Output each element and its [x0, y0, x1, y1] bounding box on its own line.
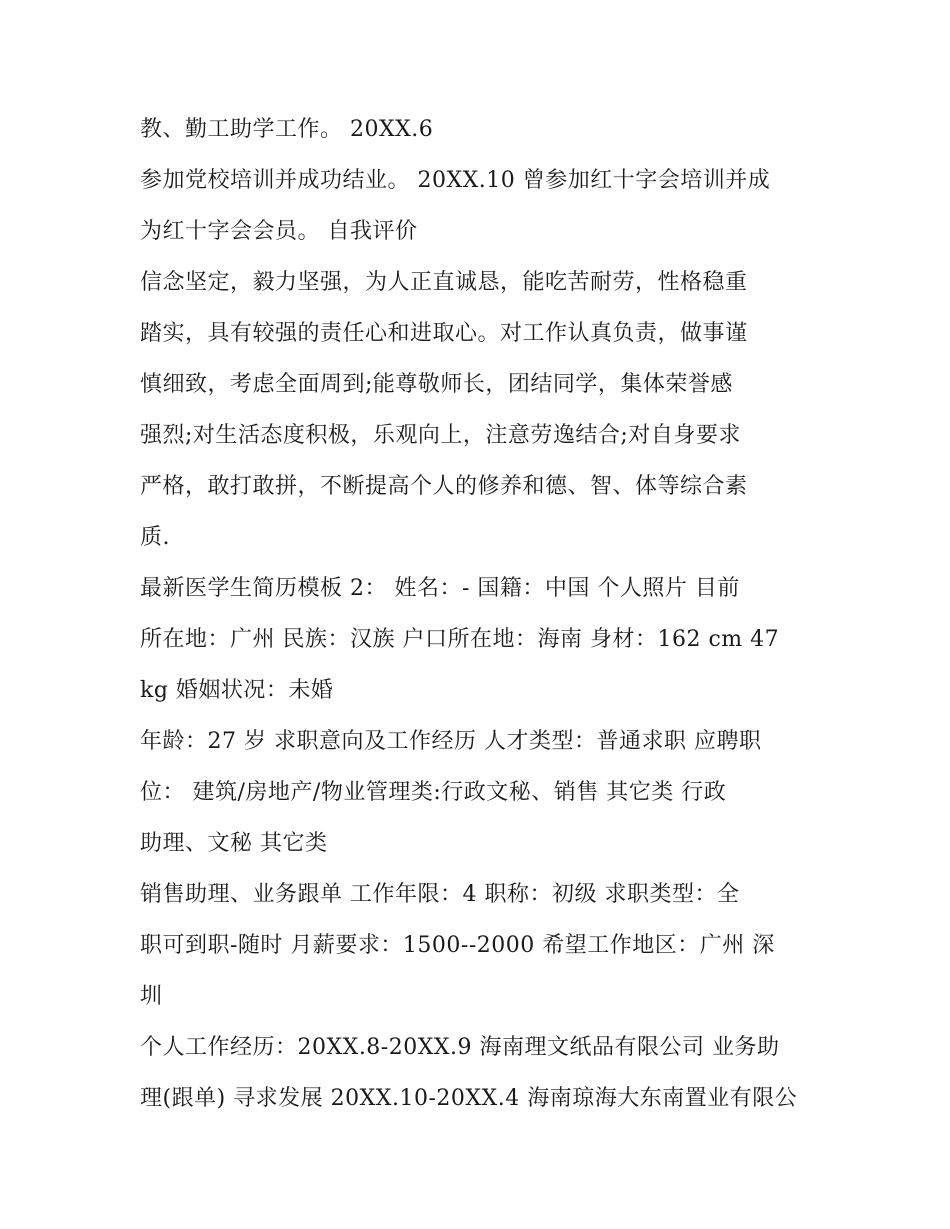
text-line: 慎细致，考虑全面周到;能尊敬师长，团结同学，集体荣誉感: [140, 372, 733, 397]
text-line: kg 婚姻状况：未婚: [140, 678, 334, 703]
text-line: 助理、文秘 其它类: [140, 831, 328, 856]
text-line: 质.: [140, 525, 170, 550]
text-line: 职可到职-随时 月薪要求：1500--2000 希望工作地区：广州 深: [140, 933, 775, 958]
text-line: 参加党校培训并成功结业。 20XX.10 曾参加红十字会培训并成: [140, 168, 771, 193]
text-line: 圳: [140, 984, 163, 1009]
text-line: 为红十字会会员。 自我评价: [140, 219, 418, 244]
text-line: 位： 建筑/房地产/物业管理类:行政文秘、销售 其它类 行政: [140, 780, 727, 805]
text-line: 销售助理、业务跟单 工作年限：4 职称：初级 求职类型：全: [140, 882, 740, 907]
text-line: 严格，敢打敢拼，不断提高个人的修养和德、智、体等综合素: [140, 474, 748, 499]
text-line: 教、勤工助学工作。 20XX.6: [140, 117, 434, 142]
text-line: 理(跟单) 寻求发展 20XX.10-20XX.4 海南琼海大东南置业有限公: [140, 1086, 798, 1111]
text-line: 信念坚定，毅力坚强，为人正直诚恳，能吃苦耐劳，性格稳重: [140, 270, 748, 295]
document-body: [140, 104, 830, 1124]
text-line: 所在地：广州 民族：汉族 户口所在地：海南 身材：162 cm 47: [140, 627, 780, 652]
text-line: 强烈;对生活态度积极，乐观向上，注意劳逸结合;对自身要求: [140, 423, 741, 448]
text-line: 踏实，具有较强的责任心和进取心。对工作认真负责，做事谨: [140, 321, 748, 346]
text-line: 最新医学生简历模板 2： 姓名：- 国籍：中国 个人照片 目前: [140, 576, 740, 601]
text-line: 年龄：27 岁 求职意向及工作经历 人才类型：普通求职 应聘职: [140, 729, 762, 754]
text-line: 个人工作经历：20XX.8-20XX.9 海南理文纸品有限公司 业务助: [140, 1035, 780, 1060]
